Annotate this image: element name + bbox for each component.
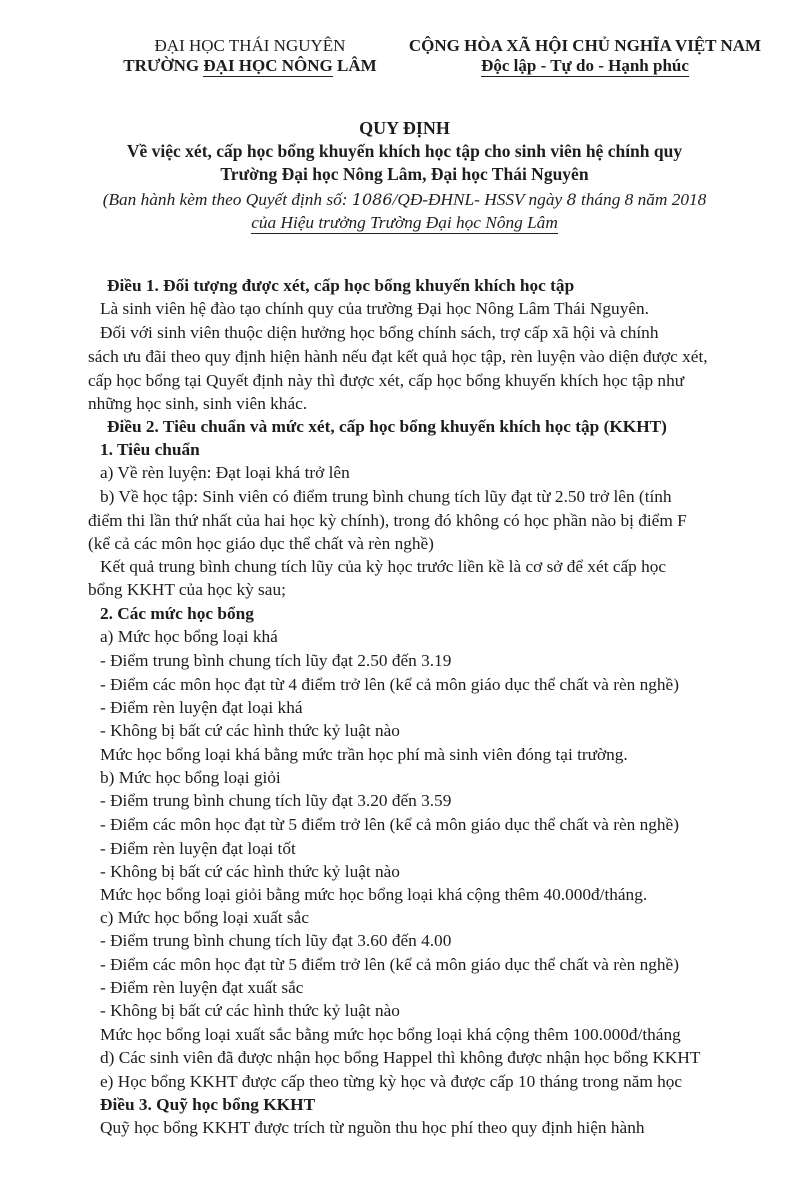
body-line: Mức học bổng loại khá bằng mức trần học phí mà sinh viên đóng tại trường. <box>100 745 628 764</box>
document-subject-line1: Về việc xét, cấp học bổng khuyến khích học tập cho sinh viên hệ chính quy <box>126 141 683 161</box>
body-line: Quỹ học bổng KKHT được trích từ nguồn thu học phí theo quy định hiện hành <box>100 1118 645 1137</box>
body-line: Đối với sinh viên thuộc diện hưởng học bổng chính sách, trợ cấp xã hội và chính <box>100 323 659 342</box>
document-subject-line2: Trường Đại học Nông Lâm, Đại học Thái Nguyên <box>220 164 589 184</box>
body-line: - Điểm các môn học đạt từ 5 điểm trở lên (kể cả môn giáo dục thể chất và rèn nghề) <box>100 815 679 834</box>
body-line: điểm thi lần thứ nhất của hai học kỳ chính), trong đó không có học phần nào bị điểm F <box>88 511 687 530</box>
body-line: e) Học bổng KKHT được cấp theo từng kỳ học và được cấp 10 tháng trong năm học <box>100 1072 683 1091</box>
university-name: ĐẠI HỌC THÁI NGUYÊN <box>154 36 346 55</box>
section-heading: Điều 3. Quỹ học bổng KKHT <box>100 1095 316 1114</box>
body-line: - Điểm rèn luyện đạt loại khá <box>100 698 303 717</box>
decision-day: 8 <box>566 190 577 209</box>
school-name-part2: ĐẠI HỌC NÔNG <box>203 56 333 75</box>
section-heading: Điều 2. Tiêu chuẩn và mức xét, cấp học bổng khuyến khích học tập (KKHT) <box>107 417 667 436</box>
school-name <box>100 56 400 76</box>
body-line: - Điểm trung bình chung tích lũy đạt 3.20 đến 3.59 <box>100 791 452 810</box>
body-line: cấp học bổng tại Quyết định này thì được xét, cấp học bổng khuyến khích học tập như <box>88 371 685 390</box>
body-line: - Điểm trung bình chung tích lũy đạt 2.50 đến 3.19 <box>100 651 452 670</box>
issuer-line <box>0 212 809 233</box>
decision-reference-mid: /QĐ-ĐHNL- HSSV ngày <box>392 190 567 209</box>
body-line: sách ưu đãi theo quy định hiện hành nếu đạt kết quả học tập, rèn luyện vào diện được xét, <box>88 347 708 366</box>
section-heading: 1. Tiêu chuẩn <box>100 440 200 459</box>
body-line: bổng KKHT của học kỳ sau; <box>88 580 286 599</box>
decision-reference <box>0 189 809 210</box>
decision-reference-prefix: (Ban hành kèm theo Quyết định số: <box>102 190 352 209</box>
body-line: - Điểm các môn học đạt từ 5 điểm trở lên (kể cả môn giáo dục thể chất và rèn nghề) <box>100 955 679 974</box>
body-line: b) Mức học bổng loại giỏi <box>100 768 281 787</box>
body-line: a) Về rèn luyện: Đạt loại khá trở lên <box>100 463 350 482</box>
body-line: - Điểm rèn luyện đạt loại tốt <box>100 839 296 858</box>
issuer-text: của Hiệu trưởng Trường Đại học Nông Lâm <box>251 213 558 232</box>
body-line: c) Mức học bổng loại xuất sắc <box>100 908 309 927</box>
body-line: - Không bị bất cứ các hình thức kỷ luật nào <box>100 1001 400 1020</box>
body-line: d) Các sinh viên đã được nhận học bổng Happel thì không được nhận học bổng KKHT <box>100 1048 701 1067</box>
body-line: (kể cả các môn học giáo dục thể chất và rèn nghề) <box>88 534 434 553</box>
body-line: những học sinh, sinh viên khác. <box>88 394 308 413</box>
body-line: Kết quả trung bình chung tích lũy của kỳ học trước liền kề là cơ sở để xét cấp học <box>100 557 667 576</box>
body-line: Mức học bổng loại xuất sắc bằng mức học bổng loại khá cộng thêm 100.000đ/tháng <box>100 1025 681 1044</box>
body-line: Là sinh viên hệ đào tạo chính quy của trường Đại học Nông Lâm Thái Nguyên. <box>100 299 649 318</box>
decision-reference-suffix: tháng 8 năm 2018 <box>576 190 707 209</box>
body-line: Mức học bổng loại giỏi bằng mức học bổng loại khá cộng thêm 40.000đ/tháng. <box>100 885 648 904</box>
national-motto <box>390 56 780 76</box>
section-heading: 2. Các mức học bổng <box>100 604 254 623</box>
national-motto-text: Độc lập - Tự do - Hạnh phúc <box>481 56 689 75</box>
body-line: - Không bị bất cứ các hình thức kỷ luật nào <box>100 862 400 881</box>
section-heading: Điều 1. Đối tượng được xét, cấp học bổng khuyến khích học tập <box>107 276 575 295</box>
body-line: - Không bị bất cứ các hình thức kỷ luật nào <box>100 721 400 740</box>
body-line: - Điểm các môn học đạt từ 4 điểm trở lên (kể cả môn giáo dục thể chất và rèn nghề) <box>100 675 679 694</box>
country-name: CỘNG HÒA XÃ HỘI CHỦ NGHĨA VIỆT NAM <box>408 36 762 55</box>
body-line: - Điểm rèn luyện đạt xuất sắc <box>100 978 304 997</box>
document-heading: QUY ĐỊNH <box>359 118 450 138</box>
school-name-part3: LÂM <box>332 56 377 75</box>
school-name-part1: TRƯỜNG <box>123 56 204 75</box>
body-line: a) Mức học bổng loại khá <box>100 627 278 646</box>
decision-number: 1086 <box>351 190 393 209</box>
body-line: b) Về học tập: Sinh viên có điểm trung bình chung tích lũy đạt từ 2.50 trở lên (tính <box>100 487 672 506</box>
body-line: - Điểm trung bình chung tích lũy đạt 3.60 đến 4.00 <box>100 931 452 950</box>
